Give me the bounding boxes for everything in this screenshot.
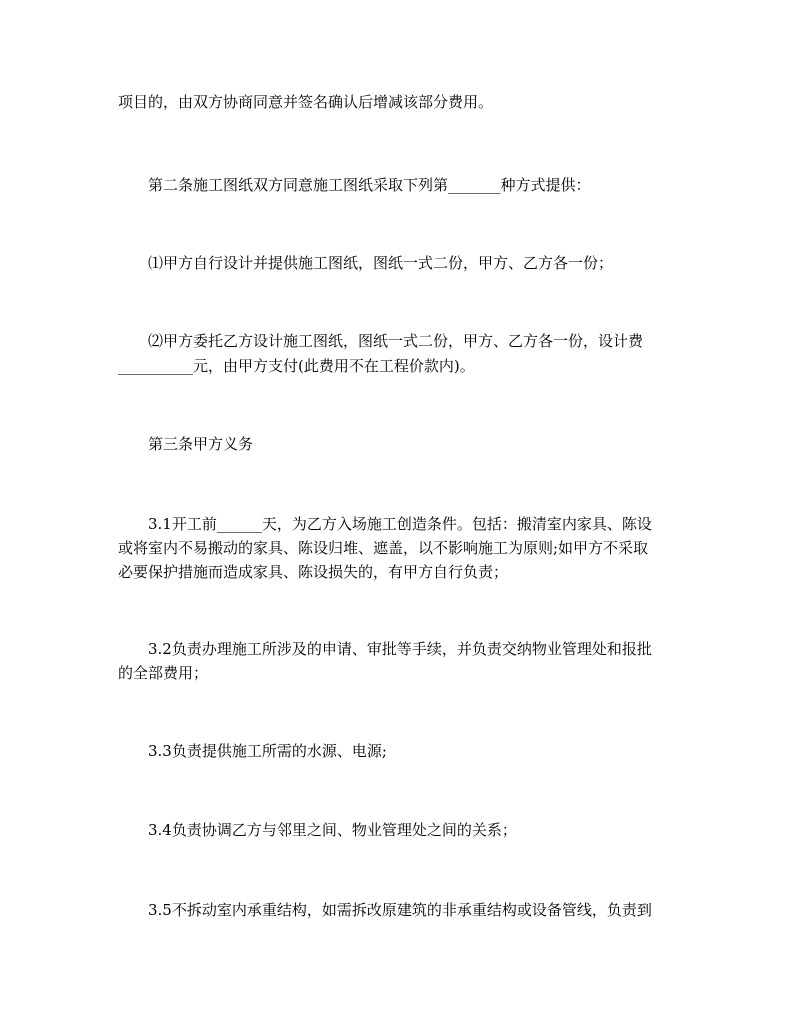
text-line: 或将室内不易搬动的家具、陈设归堆、遮盖，以不影响施工为原则;如甲方不采取	[118, 539, 649, 557]
clause-2-heading: 第二条施工图纸双方同意施工图纸采取下列第_______种方式提供：	[148, 176, 591, 194]
clause-2-option-2: ⑵甲方委托乙方设计施工图纸，图纸一式二份，甲方、乙方各一份，设计费	[148, 332, 644, 350]
text-line: __________元，由甲方支付(此费用不在工程价款内)。	[118, 357, 475, 375]
clause-3-5: 3.5不拆动室内承重结构，如需拆改原建筑的非承重结构或设备管线，负责到	[148, 901, 652, 919]
clause-3-3: 3.3负责提供施工所需的水源、电源;	[148, 742, 387, 760]
clause-3-1: 3.1开工前______天，为乙方入场施工创造条件。包括：搬清室内家具、陈设	[148, 515, 652, 533]
text-line: 的全部费用；	[118, 664, 209, 682]
text-line: 必要保护措施而造成家具、陈设损失的，有甲方自行负责；	[118, 563, 509, 581]
clause-3-heading: 第三条甲方义务	[148, 435, 254, 453]
text-line: 项目的，由双方协商同意并签名确认后增减该部分费用。	[118, 93, 494, 111]
clause-3-2: 3.2负责办理施工所涉及的申请、审批等手续，并负责交纳物业管理处和报批	[148, 640, 652, 658]
clause-3-4: 3.4负责协调乙方与邻里之间、物业管理处之间的关系；	[148, 821, 517, 839]
clause-2-option-1: ⑴甲方自行设计并提供施工图纸，图纸一式二份，甲方、乙方各一份；	[148, 254, 614, 272]
